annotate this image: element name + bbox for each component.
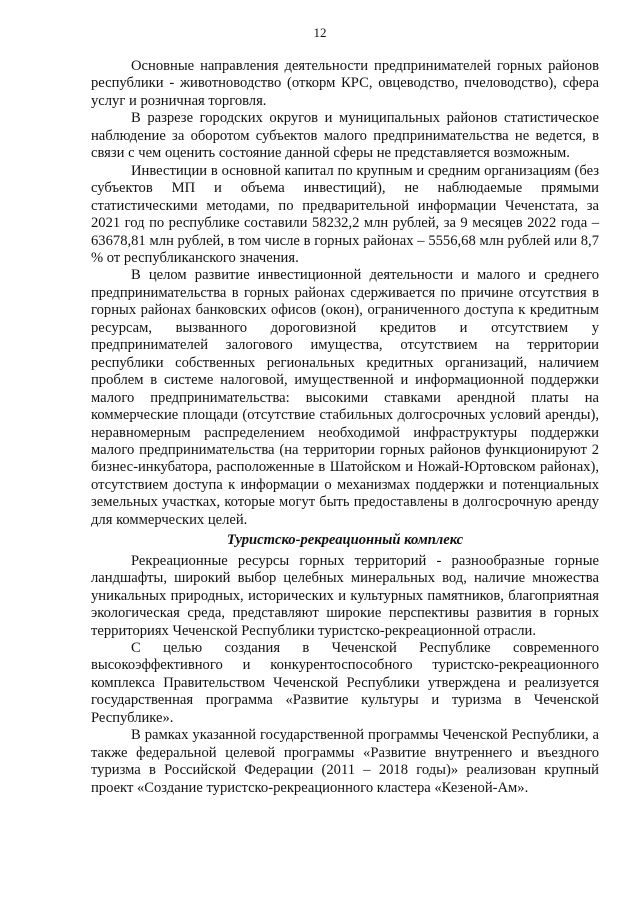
document-body [91, 58, 599, 797]
paragraph-development-constraints: В целом развитие инвестиционной деятельности и малого и среднего предпринимательства в горных районах сдерживается по причине отсутствия в горных районах банковских офисов (окон), ограниченного доступа к кредитным ресурсам, вызванного дороговизной кредитов и отсутствием у предпринимателей залогового имущества, отсутствием на территории республики собственных региональных кредитных организаций, наличием проблем в системе налоговой, имущественной и информационной поддержки малого предпринимательства: высокими ставками арендной платы на коммерческие площади (отсутствие стабильных долгосрочных условий аренды), неравномерным распределением необходимой инфраструктуры поддержки малого предпринимательства (на территории горных районов функционируют 2 бизнес-инкубатора, расположенные в Шатойском и Ножай-Юртовском районах), отсутствием доступа к информации о механизмах поддержки и потенциальных земельных участках, которые могут быть предоставлены в долгосрочную аренду для коммерческих целей. [91, 267, 599, 528]
paragraph-statistics-observation: В разрезе городских округов и муниципальных районов статистическое наблюдение за оборотом субъектов малого предпринимательства не ведется, в связи с чем оценить состояние данной сферы не представляется возможным. [91, 110, 599, 162]
paragraph-state-program: С целью создания в Чеченской Республике современного высокоэффективного и конкурентоспособного туристско-рекреационного комплекса Правительством Чеченской Республики утверждена и реализуется государственная программа «Развитие культуры и туризма в Чеченской Республике». [91, 639, 599, 726]
section-heading: Туристско-рекреационный комплекс [226, 532, 464, 549]
paragraph-investments: Инвестиции в основной капитал по крупным и средним организациям (без субъектов МП и объема инвестиций), не наблюдаемые прямыми статистическими методами, по предварительной информации Чеченстата, за 2021 год по республике составили 58232,2 млн рублей, за 9 месяцев 2022 года – 63678,81 млн рублей, в том числе в горных районах – 5556,68 млн рублей или 8,7 % от республиканского значения. [91, 162, 599, 266]
page-number: 12 [313, 25, 327, 40]
paragraph-recreational-resources: Рекреационные ресурсы горных территорий - разнообразные горные ландшафты, широкий выбор целебных минеральных вод, наличие множества уникальных природных, исторических и культурных памятников, благоприятная экологическая среда, представляют широкие перспективы развития в горных территориях Чеченской Республики туристско-рекреационной отрасли. [91, 552, 599, 639]
paragraph-federal-program: В рамках указанной государственной программы Чеченской Республики, а также федеральной целевой программы «Развитие внутреннего и въездного туризма в Российской Федерации (2011 – 2018 годы)» реализован крупный проект «Создание туристско-рекреационного кластера «Кезеной-Ам». [91, 727, 599, 796]
paragraph-business-directions: Основные направления деятельности предпринимателей горных районов республики - животноводство (откорм КРС, овцеводство, пчеловодство), сфера услуг и розничная торговля. [91, 58, 599, 109]
